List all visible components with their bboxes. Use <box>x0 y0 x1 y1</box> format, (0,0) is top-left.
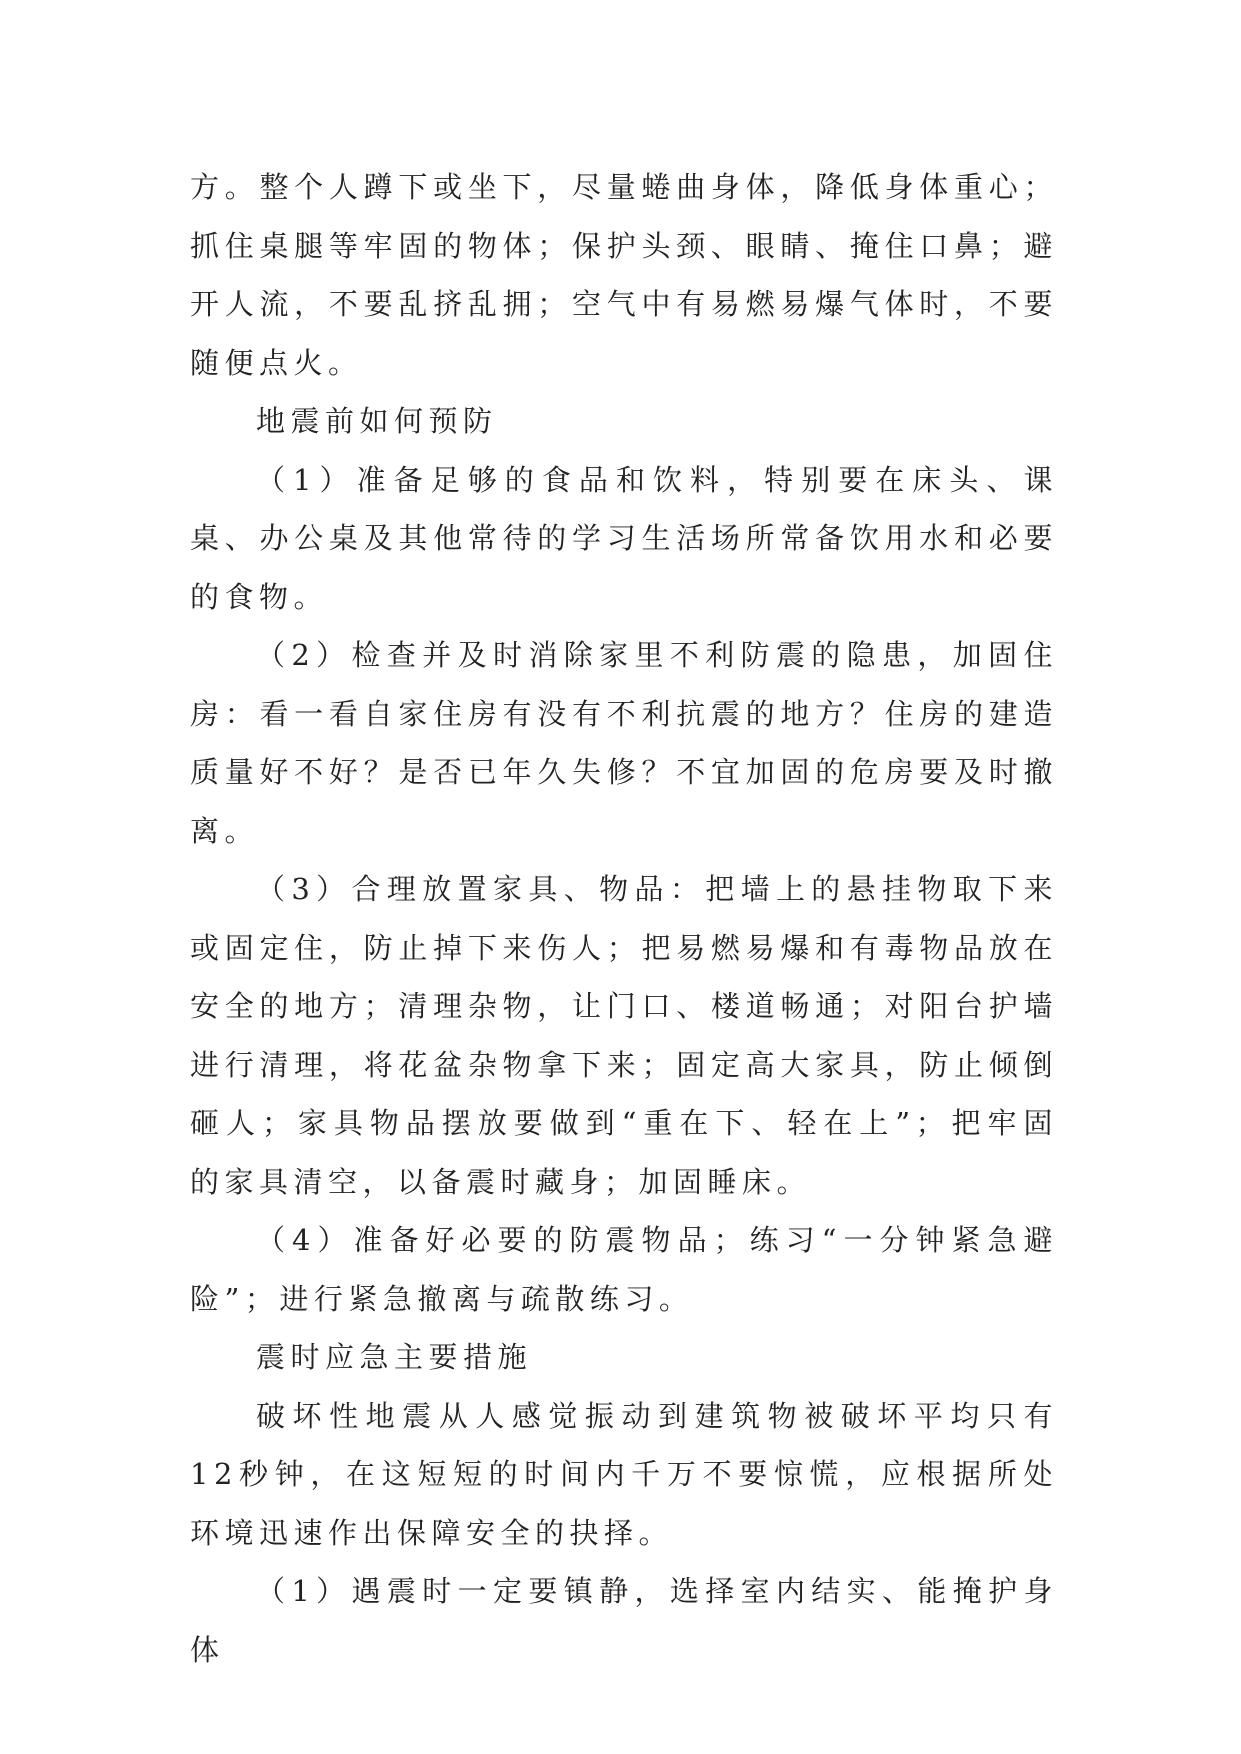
paragraph-emergency-intro: 破坏性地震从人感觉振动到建筑物被破坏平均只有12秒钟，在这短短的时间内千万不要惊慌，应根据所处环境迅速作出保障安全的抉择。 <box>190 1398 1058 1550</box>
paragraph-prevention-4: （4）准备好必要的防震物品；练习“一分钟紧急避险”；进行紧急撤离与疏散练习。 <box>190 1223 1058 1316</box>
paragraph-prevention-2: （2）检查并及时消除家里不利防震的隐患，加固住房：看一看自家住房有没有不利抗震的地方？住房的建造质量好不好？是否已年久失修？不宜加固的危房要及时撤离。 <box>190 638 1058 848</box>
section-heading-emergency: 震时应急主要措施 <box>256 1340 533 1374</box>
paragraph-continuation: 方。整个人蹲下或坐下，尽量蜷曲身体，降低身体重心；抓住桌腿等牢固的物体；保护头颈、眼睛、掩住口鼻；避开人流，不要乱挤乱拥；空气中有易燃易爆气体时，不要随便点火。 <box>190 170 1058 380</box>
paragraph-prevention-1: （1）准备足够的食品和饮料，特别要在床头、课桌、办公桌及其他常待的学习生活场所常备饮用水和必要的食物。 <box>190 462 1058 614</box>
paragraph-emergency-1: （1）遇震时一定要镇静，选择室内结实、能掩护身体 <box>190 1574 1058 1667</box>
document-body <box>190 158 1058 1679</box>
section-heading-prevention: 地震前如何预防 <box>256 404 498 438</box>
paragraph-prevention-3: （3）合理放置家具、物品：把墙上的悬挂物取下来或固定住，防止掉下来伤人；把易燃易爆和有毒物品放在安全的地方；清理杂物，让门口、楼道畅通；对阳台护墙进行清理，将花盆杂物拿下来；固定高大家具，防止倾倒砸人；家具物品摆放要做到“重在下、轻在上”；把牢固的家具清空，以备震时藏身；加固睡床。 <box>190 872 1058 1199</box>
